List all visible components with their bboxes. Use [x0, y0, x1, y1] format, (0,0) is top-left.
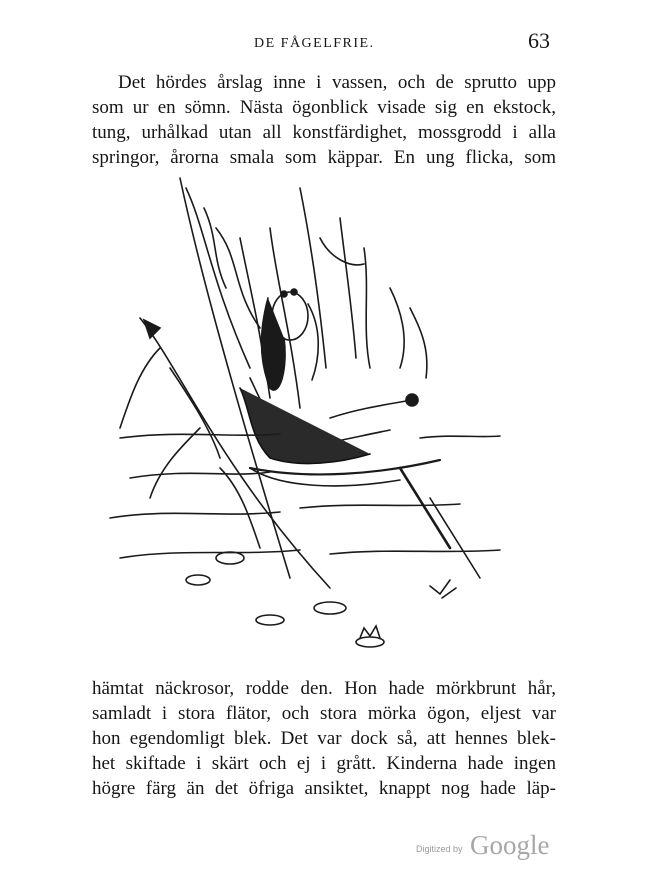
running-head-title: DE FÅGELFRIE.	[254, 36, 375, 51]
text-line: hon egendomligt blek. Det var dock så, att hennes blek-	[92, 728, 556, 749]
paragraph-top	[92, 70, 556, 170]
text-line: springor, årorna smala som käppar. En ung flicka, som	[92, 147, 556, 168]
running-head	[0, 28, 650, 56]
google-logo: Google	[470, 830, 550, 860]
text-line: som ur en sömn. Nästa ögonblick visade sig en ekstock,	[92, 97, 556, 118]
text-line: hämtat näckrosor, rodde den. Hon hade mörkbrunt hår,	[92, 678, 556, 699]
text-line: samladt i stora flätor, och stora mörka ögon, eljest var	[92, 703, 556, 724]
paragraph-bottom	[92, 676, 556, 801]
watermark-prefix: Digitized by	[416, 844, 463, 854]
text-line: högre färg än det öfriga ansiktet, knappt nog hade läp-	[92, 778, 556, 799]
text-line: het skiftade i skärt och ej i grått. Kinderna hade ingen	[92, 753, 556, 774]
page-number: 63	[528, 28, 550, 53]
text-line: tung, urhålkad utan all konstfärdighet, mossgrodd i alla	[92, 122, 556, 143]
text-line: Det hördes årslag inne i vassen, och de sprutto upp	[118, 72, 556, 93]
illustration-girl-rowing-boat	[100, 168, 510, 658]
